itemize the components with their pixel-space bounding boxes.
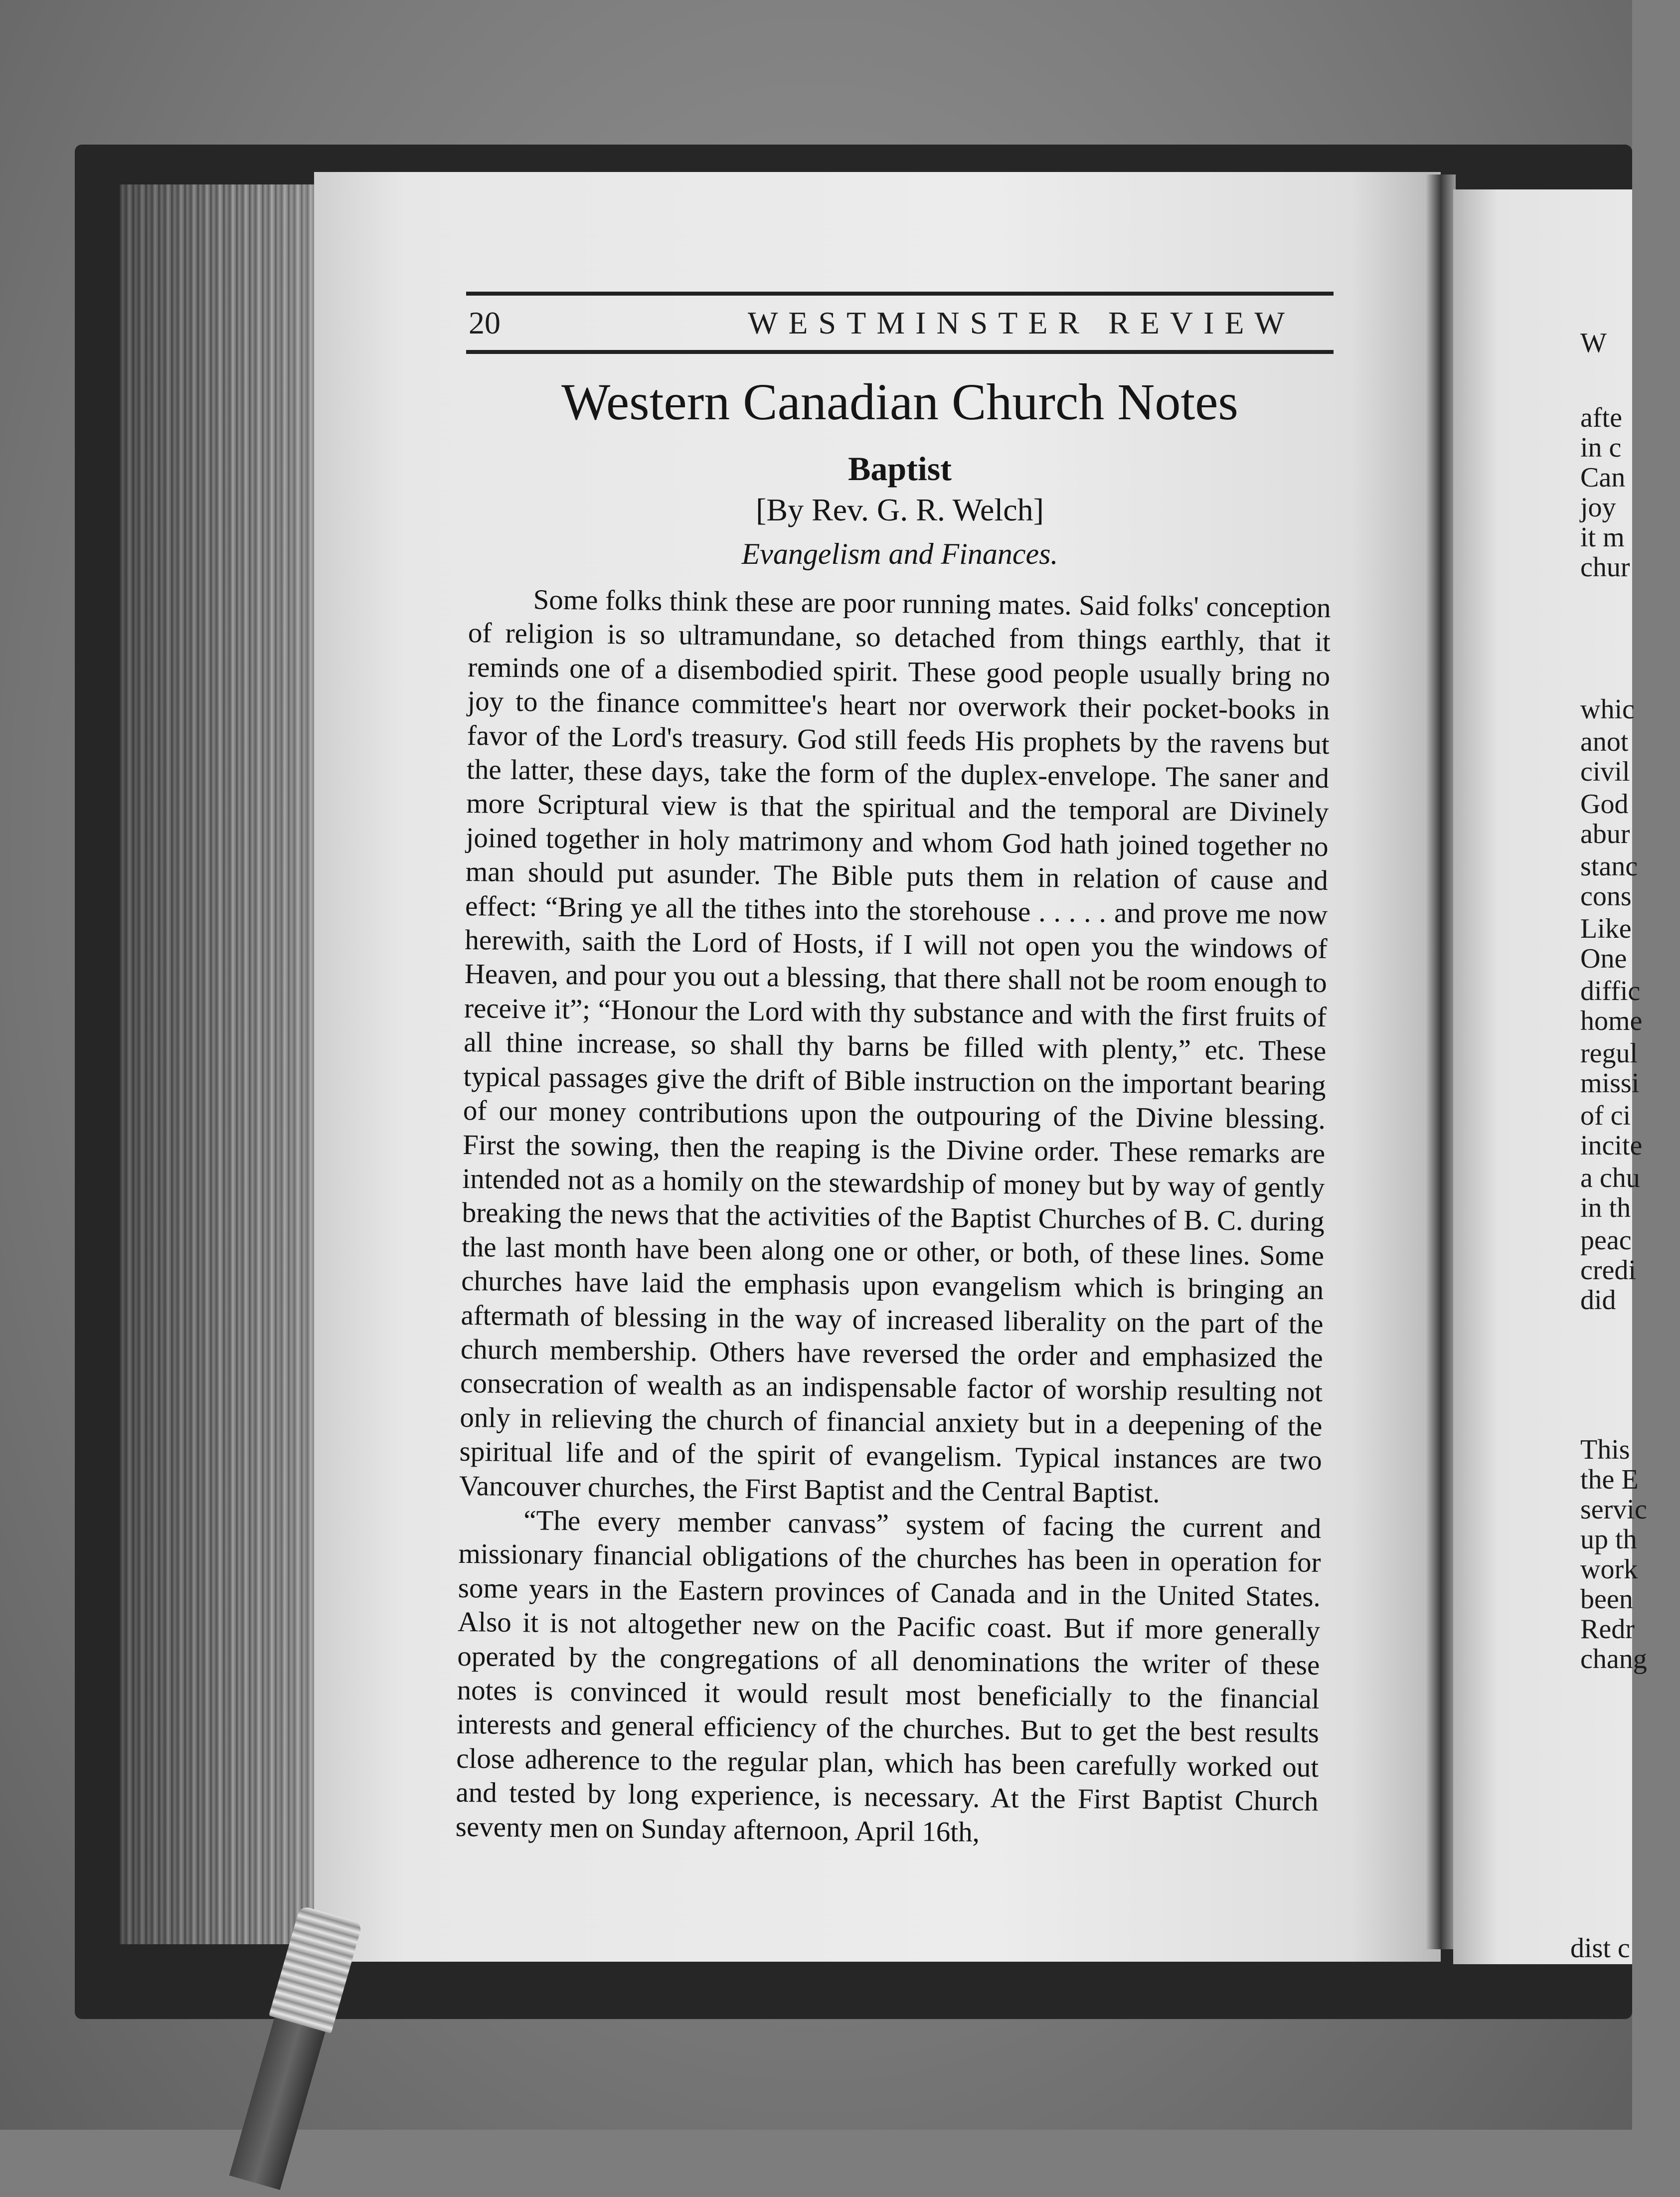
right-page-fragment: missi: [1580, 1068, 1640, 1099]
body-paragraph: “The every member canvass” system of facing the current and missionary financial obligations of the churches has been in operation for some years in the Eastern provinces of Canada and in the United States. Also it is not altogether new on the Pacific coast. But if more generally operated by the congregations of all denominations the writer of these notes is convinced it would result most beneficially to the financial interests and general efficiency of the churches. But to get the best results close adherence to the regular plan, which has been carefully worked out and tested by long experience, is necessary. At the First Baptist Church seventy men on Sunday afternoon, April 16th,: [455, 1505, 1322, 1848]
right-page-fragment: One: [1580, 943, 1627, 974]
right-page-fragment: God: [1580, 789, 1629, 820]
right-page-fragment: cons: [1580, 881, 1632, 912]
running-header-journal-title: WESTMINSTER REVIEW: [748, 305, 1295, 340]
right-page-fragment: up th: [1580, 1524, 1637, 1555]
body-paragraph: Some folks think these are poor running mates. Said folks' conception of religion is so ultramundane, so detached from things earthly, that it reminds one of a disembodied spirit. These good people usually bring no joy to the finance committee's heart nor overwork their pocket-books in favor of the Lord's treasury. God still feeds His prophets by the ravens but the latter, these days, take the form of the duplex-envelope. The saner and more Scriptural view is that the spiritual and the temporal are Divinely joined together in holy matrimony and whom God hath joined together no man should put asunder. The Bible puts them in relation of cause and effect: “Bring ye all the tithes into the storehouse . . . . . and prove me now herewith, saith the Lord of Hosts, if I will not open you the windows of Heaven, and pour you out a blessing, that there shall not be room enough to receive it”; “Honour the Lord with thy substance and with the first fruits of all thine increase, so shall thy barns be filled with plenty,” etc. These typical passages give the drift of Bible instruction on the important bearing of our money contributions upon the outpouring of the Divine blessing. First the sowing, then the reaping is the Divine order. These remarks are intended not as a homily on the stewardship of money but by way of gently breaking the news that the activities of the Baptist Churches of B. C. during the last month have been along one or other, or both, of these lines. Some churches have laid the emphasis upon evangelism which is bringing an aftermath of blessing in the way of increased liberality on the part of the church membership. Others have reversed the order and emphasized the consecration of wealth as an indispensable factor of worship resulting not only in relieving the church of financial anxiety but in a deepening of the spiritual life and of the spirit of evangelism. Typical instances are two Vancouver churches, the First Baptist and the Central Baptist.: [459, 584, 1331, 1509]
right-page-fragment: a chu: [1580, 1163, 1640, 1193]
right-page-fragment: abur: [1580, 819, 1630, 849]
right-page-fragment: anot: [1580, 726, 1629, 757]
pencil-shaft: [229, 2017, 326, 2190]
subheading: Evangelism and Finances.: [741, 537, 1058, 570]
right-page-fragment: chur: [1580, 552, 1630, 583]
right-page-fragment: incite: [1580, 1130, 1643, 1161]
right-page-fragment: in c: [1580, 432, 1622, 463]
header-rule-bottom: [466, 350, 1334, 354]
right-page-fragment: servic: [1580, 1494, 1647, 1525]
right-page-fragment: W: [1580, 328, 1607, 358]
right-page-fragment: of ci: [1580, 1100, 1631, 1131]
right-page-fragment: dist c: [1570, 1933, 1630, 1964]
right-page-fragment: did: [1580, 1285, 1616, 1316]
right-page-fragment: been: [1580, 1584, 1633, 1615]
right-page-fragment: work: [1580, 1554, 1638, 1585]
right-page-fragment: Like: [1580, 913, 1632, 944]
right-page-fragment: joy: [1580, 492, 1616, 523]
right-page-fragment: regul: [1580, 1038, 1638, 1069]
right-page-fragment: it m: [1580, 522, 1625, 553]
right-page-fragment: This: [1580, 1434, 1630, 1465]
right-page-fragment: stanc: [1580, 851, 1638, 882]
right-page-fragment: whic: [1580, 694, 1635, 725]
right-page-fragment: diffic: [1580, 976, 1641, 1007]
byline: [By Rev. G. R. Welch]: [756, 492, 1044, 527]
page-edges-shadow: [120, 184, 319, 1944]
article-body: [455, 582, 1331, 1853]
right-page-fragment: Can: [1580, 462, 1626, 493]
article-title: Western Canadian Church Notes: [561, 373, 1238, 431]
right-page-fragment: afte: [1580, 402, 1622, 433]
book-gutter: [1426, 174, 1456, 1949]
section-heading: Baptist: [848, 450, 952, 488]
page-number: 20: [469, 305, 501, 340]
right-page-fragment: civil: [1580, 756, 1630, 787]
header-rule-top: [466, 292, 1334, 296]
right-page-fragment: home: [1580, 1006, 1643, 1036]
right-page-fragment: credi: [1580, 1255, 1636, 1286]
right-page-fragment: the E: [1580, 1464, 1639, 1495]
right-page-fragment: chang: [1580, 1644, 1647, 1675]
pencil-ferrule: [269, 1905, 362, 2033]
right-page-fragment: in th: [1580, 1192, 1631, 1223]
right-page-fragment: peac: [1580, 1225, 1632, 1256]
right-page-fragment: Redr: [1580, 1614, 1635, 1645]
